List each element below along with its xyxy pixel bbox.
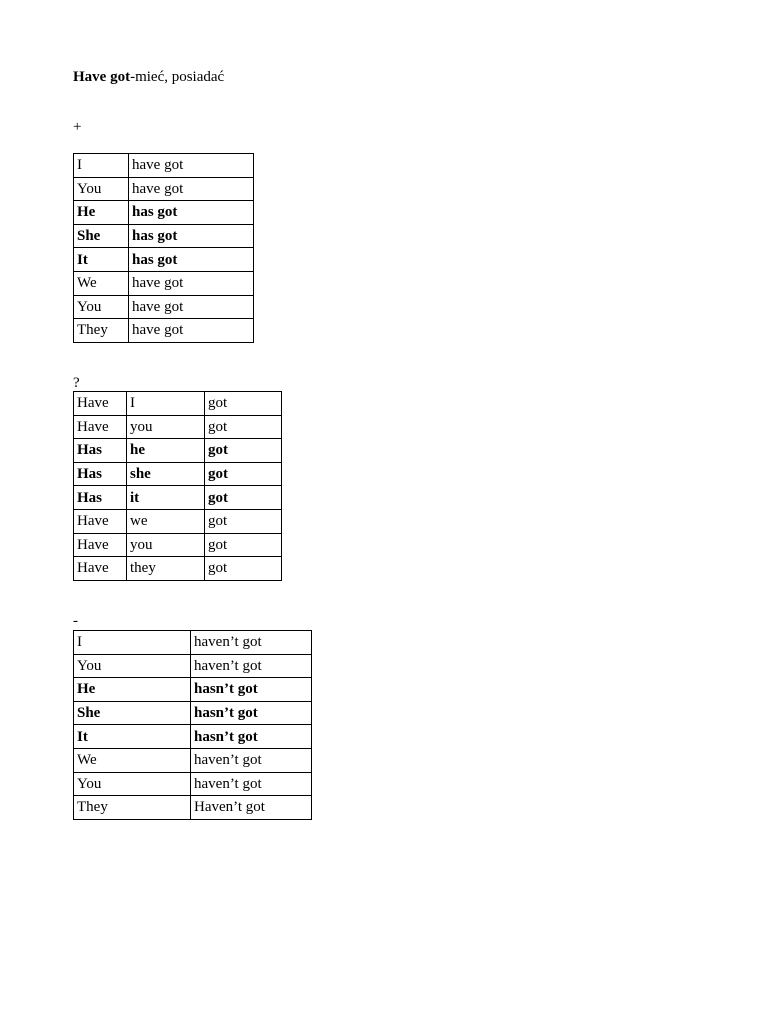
table-row	[74, 654, 312, 678]
aux-cell: Have	[74, 557, 127, 581]
verb-cell: got	[205, 557, 282, 581]
pronoun-cell: you	[127, 533, 205, 557]
verb-cell: has got	[129, 201, 254, 225]
table-row	[74, 392, 282, 416]
pronoun-cell: you	[127, 415, 205, 439]
verb-cell: hasn’t got	[191, 701, 312, 725]
aux-cell: Has	[74, 462, 127, 486]
table-row	[74, 319, 254, 343]
pronoun-cell: He	[74, 678, 191, 702]
table-row	[74, 248, 254, 272]
table-row	[74, 748, 312, 772]
verb-cell: have got	[129, 319, 254, 343]
verb-cell: has got	[129, 248, 254, 272]
title-bold: Have got	[73, 69, 131, 85]
pronoun-cell: She	[74, 701, 191, 725]
verb-cell: haven’t got	[191, 748, 312, 772]
verb-cell: hasn’t got	[191, 678, 312, 702]
verb-cell: has got	[129, 224, 254, 248]
pronoun-cell: I	[74, 631, 191, 655]
verb-cell: hasn’t got	[191, 725, 312, 749]
table-row	[74, 154, 254, 178]
verb-cell: got	[205, 533, 282, 557]
negative-symbol: -	[73, 613, 78, 629]
table-row	[74, 557, 282, 581]
verb-cell: Haven’t got	[191, 796, 312, 820]
pronoun-cell: he	[127, 439, 205, 463]
verb-cell: got	[205, 415, 282, 439]
pronoun-cell: You	[74, 177, 129, 201]
aux-cell: Has	[74, 486, 127, 510]
table-row	[74, 415, 282, 439]
verb-cell: got	[205, 486, 282, 510]
verb-cell: haven’t got	[191, 631, 312, 655]
verb-cell: got	[205, 439, 282, 463]
aux-cell: Have	[74, 392, 127, 416]
table-row	[74, 678, 312, 702]
verb-cell: haven’t got	[191, 654, 312, 678]
pronoun-cell: It	[74, 725, 191, 749]
title-translation: -mieć, posiadać	[130, 69, 225, 85]
table-row	[74, 772, 312, 796]
table-row	[74, 533, 282, 557]
pronoun-cell: She	[74, 224, 129, 248]
aux-cell: Have	[74, 509, 127, 533]
pronoun-cell: We	[74, 748, 191, 772]
table-row	[74, 295, 254, 319]
pronoun-cell: it	[127, 486, 205, 510]
table-row	[74, 271, 254, 295]
table-row	[74, 796, 312, 820]
aux-cell: Have	[74, 415, 127, 439]
pronoun-cell: she	[127, 462, 205, 486]
table-row	[74, 486, 282, 510]
pronoun-cell: I	[74, 154, 129, 178]
pronoun-cell: They	[74, 796, 191, 820]
verb-cell: have got	[129, 295, 254, 319]
verb-cell: haven’t got	[191, 772, 312, 796]
table-row	[74, 201, 254, 225]
table-row	[74, 224, 254, 248]
question-table	[73, 391, 282, 581]
pronoun-cell: I	[127, 392, 205, 416]
table-row	[74, 701, 312, 725]
table-row	[74, 509, 282, 533]
affirmative-table	[73, 153, 254, 343]
verb-cell: have got	[129, 177, 254, 201]
page-title	[73, 68, 224, 86]
affirmative-symbol: +	[73, 119, 82, 135]
table-row	[74, 462, 282, 486]
pronoun-cell: they	[127, 557, 205, 581]
table-row	[74, 725, 312, 749]
table-row	[74, 177, 254, 201]
verb-cell: got	[205, 392, 282, 416]
negative-table	[73, 630, 312, 820]
verb-cell: got	[205, 509, 282, 533]
aux-cell: Has	[74, 439, 127, 463]
pronoun-cell: You	[74, 295, 129, 319]
table-row	[74, 631, 312, 655]
pronoun-cell: They	[74, 319, 129, 343]
pronoun-cell: You	[74, 654, 191, 678]
pronoun-cell: We	[74, 271, 129, 295]
pronoun-cell: You	[74, 772, 191, 796]
pronoun-cell: He	[74, 201, 129, 225]
pronoun-cell: we	[127, 509, 205, 533]
question-symbol: ?	[73, 375, 80, 391]
aux-cell: Have	[74, 533, 127, 557]
pronoun-cell: It	[74, 248, 129, 272]
verb-cell: got	[205, 462, 282, 486]
verb-cell: have got	[129, 154, 254, 178]
table-row	[74, 439, 282, 463]
verb-cell: have got	[129, 271, 254, 295]
